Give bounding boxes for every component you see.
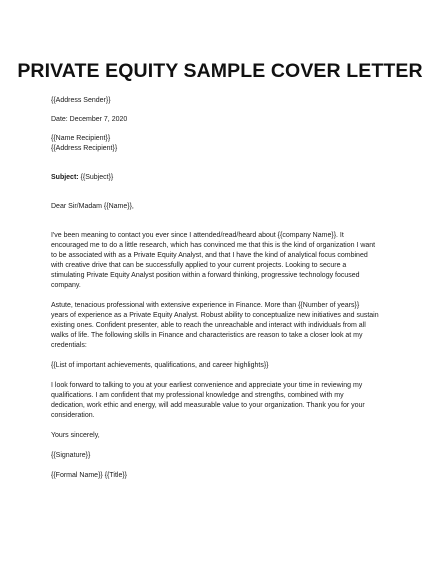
address-sender: {{Address Sender}} bbox=[51, 97, 111, 104]
paragraph-line: existing ones. Confident presenter, able to reach the unreachable and interact with individuals from all bbox=[51, 322, 366, 329]
salutation: Dear Sir/Madam {{Name}}, bbox=[51, 203, 134, 210]
paragraph-intro bbox=[51, 231, 396, 291]
paragraph-line: consideration. bbox=[51, 412, 95, 419]
paragraph-closing bbox=[51, 381, 396, 421]
paragraph-experience bbox=[51, 301, 396, 351]
letter-body bbox=[51, 96, 396, 481]
paragraph-line: I've been meaning to contact you ever since I attended/read/heard about {{company Name}}. It bbox=[51, 232, 344, 239]
paragraph-line: qualifications. I am confident that my professional knowledge and strengths, combined with my bbox=[51, 392, 344, 399]
date-line: Date: December 7, 2020 bbox=[51, 116, 128, 123]
address-recipient: {{Address Recipient}} bbox=[51, 145, 118, 152]
paragraph-line: Astute, tenacious professional with extensive experience in Finance. More than {{Number of years}} bbox=[51, 302, 360, 309]
subject-value: {{Subject}} bbox=[78, 174, 114, 181]
paragraph-line: walks of life. The following skills in Finance and characteristics are reason to take a closer look at my bbox=[51, 332, 363, 339]
page-title: PRIVATE EQUITY SAMPLE COVER LETTER bbox=[17, 60, 423, 82]
subject-line bbox=[51, 173, 396, 183]
subject-label: Subject: bbox=[51, 174, 79, 181]
paragraph-line: with creative drive that can be successfully applied to your current projects. Looking to secure a bbox=[51, 262, 347, 269]
paragraph-line: to be associated with as a Private Equity Analyst, and that I have the kind of analytical focus combined bbox=[51, 252, 368, 259]
formal-name: {{Formal Name}} {{Title}} bbox=[51, 472, 128, 479]
highlights-placeholder: {{List of important achievements, qualifications, and career highlights}} bbox=[51, 362, 269, 369]
paragraph-line: years of experience as a Private Equity Analyst. Robust ability to conceptualize new initiatives and sustain bbox=[51, 312, 379, 319]
paragraph-line: credentials: bbox=[51, 342, 87, 349]
paragraph-line: I look forward to talking to you at your earliest convenience and appreciate your time in reviewing my bbox=[51, 382, 363, 389]
paragraph-line: company. bbox=[51, 282, 81, 289]
paragraph-line: stimulating Private Equity Analyst position within a forward thinking, progressive technology focused bbox=[51, 272, 360, 279]
paragraph-line: encouraged me to do a little research, which has convinced me that this is the kind of organization I want bbox=[51, 242, 376, 249]
closing-line: Yours sincerely, bbox=[51, 432, 100, 439]
paragraph-line: dedication, work ethic and energy, will add measurable value to your organization. Thank you for your bbox=[51, 402, 365, 409]
name-recipient: {{Name Recipient}} bbox=[51, 135, 111, 142]
signature: {{Signature}} bbox=[51, 452, 91, 459]
